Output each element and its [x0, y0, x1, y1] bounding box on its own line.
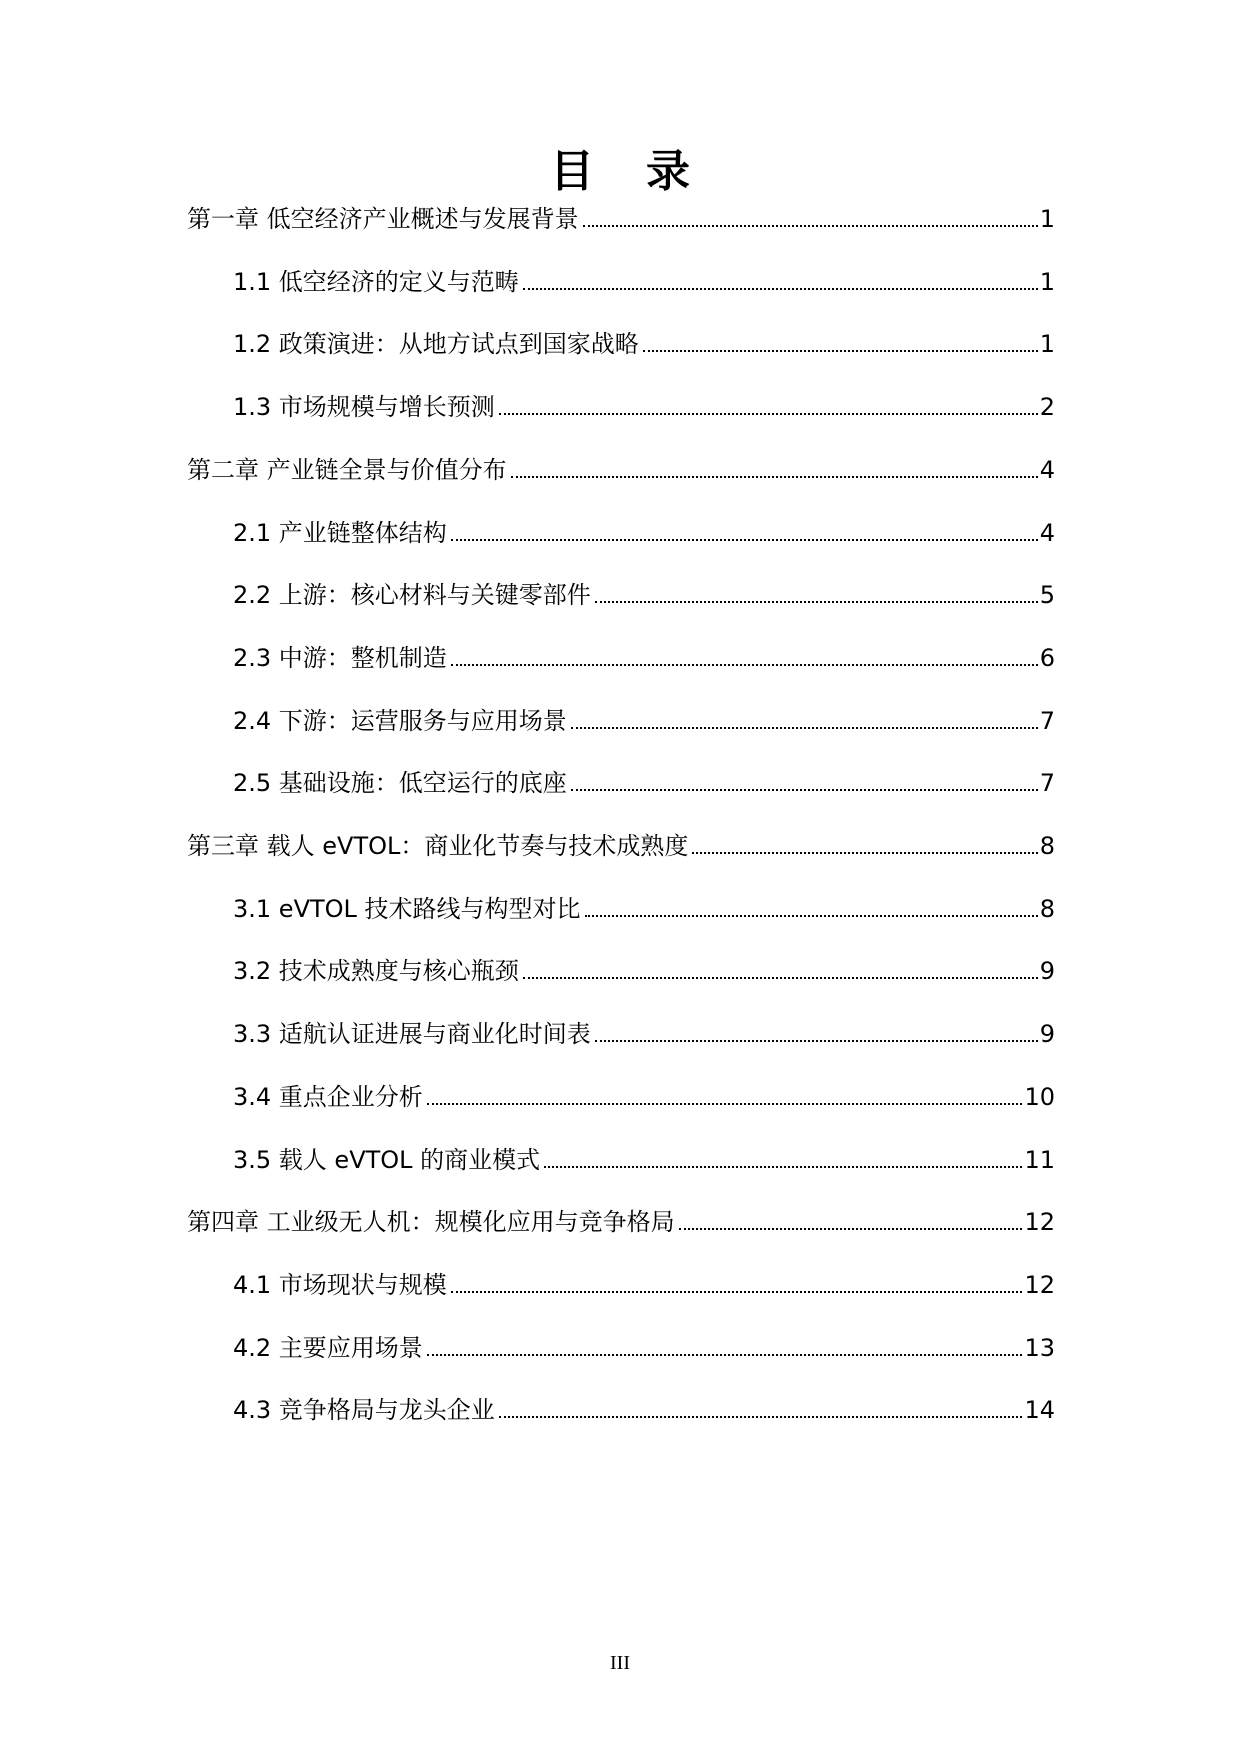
toc-section-entry[interactable] [233, 1014, 1055, 1054]
toc-section-entry[interactable] [233, 324, 1055, 364]
toc-section-entry[interactable] [233, 1077, 1055, 1117]
toc-entry-page-number: 9 [1039, 957, 1055, 985]
toc-entry-page-number: 7 [1039, 707, 1055, 735]
toc-entry-page-number: 1 [1039, 268, 1055, 296]
toc-dot-leader [451, 1291, 1023, 1293]
toc-entry-page-number: 6 [1039, 644, 1055, 672]
toc-section-entry[interactable] [233, 262, 1055, 302]
toc-dot-leader [571, 789, 1038, 791]
toc-entry-page-number: 2 [1039, 393, 1055, 421]
toc-dot-leader [427, 1354, 1023, 1356]
toc-entry-title: 3.4 重点企业分析 [233, 1083, 423, 1111]
toc-entry-title: 2.4 下游：运营服务与应用场景 [233, 707, 567, 735]
toc-entry-title: 第三章 载人 eVTOL：商业化节奏与技术成熟度 [187, 832, 689, 860]
toc-entry-page-number: 8 [1039, 895, 1055, 923]
toc-dot-leader [679, 1228, 1023, 1230]
toc-dot-leader [499, 1416, 1023, 1418]
toc-section-entry[interactable] [233, 638, 1055, 678]
toc-entry-title: 第四章 工业级无人机：规模化应用与竞争格局 [187, 1208, 675, 1236]
toc-entry-page-number: 7 [1039, 769, 1055, 797]
toc-dot-leader [451, 539, 1038, 541]
toc-entry-page-number: 9 [1039, 1020, 1055, 1048]
toc-entry-page-number: 4 [1039, 519, 1055, 547]
toc-dot-leader [523, 288, 1038, 290]
toc-entry-page-number: 10 [1024, 1083, 1055, 1111]
toc-entry-page-number: 1 [1039, 205, 1055, 233]
toc-entry-page-number: 8 [1039, 832, 1055, 860]
toc-section-entry[interactable] [233, 763, 1055, 803]
toc-section-entry[interactable] [233, 951, 1055, 991]
toc-dot-leader [544, 1166, 1022, 1168]
toc-entry-title: 2.1 产业链整体结构 [233, 519, 447, 547]
toc-dot-leader [427, 1103, 1023, 1105]
toc-entry-title: 2.5 基础设施：低空运行的底座 [233, 769, 567, 797]
toc-section-entry[interactable] [233, 387, 1055, 427]
toc-entry-page-number: 4 [1039, 456, 1055, 484]
toc-section-entry[interactable] [233, 1328, 1055, 1368]
toc-section-entry[interactable] [233, 701, 1055, 741]
toc-entry-title: 3.2 技术成熟度与核心瓶颈 [233, 957, 519, 985]
toc-chapter-entry[interactable] [187, 1202, 1055, 1242]
toc-dot-leader [595, 601, 1038, 603]
toc-entry-title: 2.3 中游：整机制造 [233, 644, 447, 672]
toc-dot-leader [585, 915, 1038, 917]
toc-entry-title: 3.5 载人 eVTOL 的商业模式 [233, 1146, 541, 1174]
toc-entry-title: 第一章 低空经济产业概述与发展背景 [187, 205, 579, 233]
toc-entry-title: 1.1 低空经济的定义与范畴 [233, 268, 519, 296]
toc-dot-leader [499, 413, 1038, 415]
toc-entry-title: 1.2 政策演进：从地方试点到国家战略 [233, 330, 639, 358]
toc-dot-leader [511, 476, 1038, 478]
toc-dot-leader [571, 727, 1038, 729]
toc-dot-leader [595, 1040, 1038, 1042]
toc-entry-title: 第二章 产业链全景与价值分布 [187, 456, 507, 484]
page-title: 目录 [550, 146, 742, 197]
toc-section-entry[interactable] [233, 575, 1055, 615]
toc-dot-leader [583, 225, 1038, 227]
toc-entry-title: 3.1 eVTOL 技术路线与构型对比 [233, 895, 581, 923]
toc-entry-title: 3.3 适航认证进展与商业化时间表 [233, 1020, 591, 1048]
toc-entry-page-number: 13 [1024, 1334, 1055, 1362]
toc-entry-page-number: 12 [1024, 1271, 1055, 1299]
toc-dot-leader [692, 852, 1037, 854]
toc-entry-page-number: 5 [1039, 581, 1055, 609]
page-number-footer: III [610, 1652, 630, 1674]
toc-entry-title: 1.3 市场规模与增长预测 [233, 393, 495, 421]
toc-section-entry[interactable] [233, 513, 1055, 553]
toc-section-entry[interactable] [233, 1390, 1055, 1430]
toc-entry-title: 4.3 竞争格局与龙头企业 [233, 1396, 495, 1424]
toc-entry-page-number: 1 [1039, 330, 1055, 358]
toc-chapter-entry[interactable] [187, 450, 1055, 490]
toc-entry-title: 2.2 上游：核心材料与关键零部件 [233, 581, 591, 609]
toc-entry-title: 4.2 主要应用场景 [233, 1334, 423, 1362]
toc-entry-page-number: 12 [1024, 1208, 1055, 1236]
toc-chapter-entry[interactable] [187, 826, 1055, 866]
toc-dot-leader [523, 977, 1038, 979]
toc-section-entry[interactable] [233, 1140, 1055, 1180]
toc-entry-page-number: 11 [1024, 1146, 1055, 1174]
toc-chapter-entry[interactable] [187, 199, 1055, 239]
toc-dot-leader [451, 664, 1038, 666]
toc-section-entry[interactable] [233, 889, 1055, 929]
toc-section-entry[interactable] [233, 1265, 1055, 1305]
toc-entry-title: 4.1 市场现状与规模 [233, 1271, 447, 1299]
toc-dot-leader [643, 350, 1038, 352]
toc-entry-page-number: 14 [1024, 1396, 1055, 1424]
